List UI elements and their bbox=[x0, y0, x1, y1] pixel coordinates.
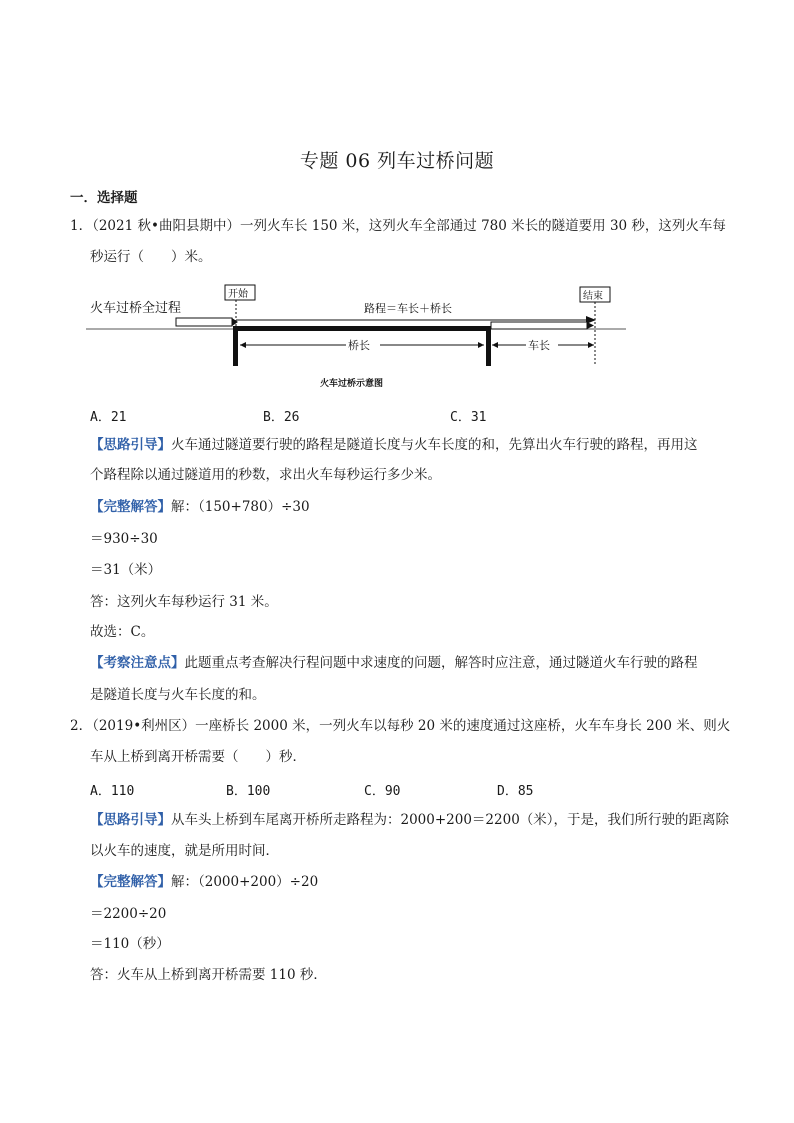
q2-option-a: A．110 bbox=[90, 784, 135, 799]
q2-option-b: B．100 bbox=[226, 784, 271, 799]
section-heading: 一．选择题 bbox=[70, 190, 138, 206]
train-start bbox=[176, 318, 232, 326]
q2-answer-tag: 【完整解答】 bbox=[90, 874, 171, 890]
diagram-label-whole: 火车过桥全过程 bbox=[90, 301, 182, 316]
q1-hint-line2: 个路程除以通过隧道用的秒数，求出火车每秒运行多少米。 bbox=[90, 467, 441, 483]
q2-option-d: D．85 bbox=[497, 784, 534, 799]
diagram-route-label: 路程＝车长＋桥长 bbox=[364, 302, 452, 315]
q1-text-line1: 1．（2021 秋•曲阳县期中）一列火车长 150 米，这列火车全部通过 780 米长的隧道要用 30 秒，这列火车每 bbox=[70, 218, 726, 234]
q2-hint-tag: 【思路引导】 bbox=[90, 812, 171, 828]
q1-hint-line1 bbox=[90, 436, 698, 454]
q1-answer-line2: ＝930÷30 bbox=[90, 531, 158, 547]
q1-text-line2: 秒运行（ ）米。 bbox=[90, 249, 212, 265]
q2-hint-line2: 以火车的速度，就是所用时间． bbox=[90, 843, 279, 859]
q1-answer-text1: 解：（150+780）÷30 bbox=[171, 499, 310, 515]
q2-text-line1: 2．（2019•利州区）一座桥长 2000 米，一列火车以每秒 20 米的速度通过这座桥，火车车身长 200 米、则火 bbox=[70, 718, 731, 734]
q1-note-text1: 此题重点考查解决行程问题中求速度的问题，解答时应注意，通过隧道火车行驶的路程 bbox=[184, 655, 698, 671]
q1-answer-line4: 答：这列火车每秒运行 31 米。 bbox=[90, 594, 278, 610]
q1-hint-tag: 【思路引导】 bbox=[90, 437, 171, 453]
bridge-arrow-left bbox=[240, 342, 246, 348]
q1-answer-line1 bbox=[90, 498, 310, 516]
q2-answer-line2: ＝2200÷20 bbox=[90, 906, 167, 922]
q1-option-c: C．31 bbox=[450, 410, 487, 425]
q1-answer-tag: 【完整解答】 bbox=[90, 499, 171, 515]
q1-option-a: A．21 bbox=[90, 410, 127, 425]
q1-option-b: B．26 bbox=[263, 410, 300, 425]
diagram-start-label: 开始 bbox=[228, 289, 248, 300]
diagram-end-label: 结束 bbox=[583, 291, 603, 302]
q1-hint-text1: 火车通过隧道要行驶的路程是隧道长度与火车长度的和，先算出火车行驶的路程，再用这 bbox=[171, 437, 698, 453]
bridge-deck bbox=[234, 326, 490, 331]
q1-note-line2: 是隧道长度与火车长度的和。 bbox=[90, 687, 266, 703]
bridge-pier-right bbox=[486, 326, 491, 366]
train-end-head bbox=[587, 322, 594, 329]
page-title: 专题 06 列车过桥问题 bbox=[299, 150, 495, 172]
q2-answer-text1: 解：（2000+200）÷20 bbox=[171, 874, 319, 890]
q2-answer-line4: 答：火车从上桥到离开桥需要 110 秒． bbox=[90, 967, 327, 983]
q1-note-tag: 【考察注意点】 bbox=[90, 655, 185, 671]
bridge-pier-left bbox=[233, 326, 238, 366]
q2-hint-line1 bbox=[90, 811, 729, 829]
car-arrow-left bbox=[492, 342, 498, 348]
q1-answer-line5: 故选：C。 bbox=[90, 624, 155, 640]
train-end bbox=[491, 322, 587, 329]
q1-note-line1 bbox=[90, 654, 698, 672]
q2-answer-line3: ＝110（秒） bbox=[90, 936, 170, 952]
train-start-head bbox=[232, 318, 238, 326]
diagram-car-label: 车长 bbox=[528, 339, 550, 352]
q2-answer-line1 bbox=[90, 873, 318, 891]
q2-hint-text1: 从车头上桥到车尾离开桥所走路程为：2000+200＝2200（米），于是，我们所行驶的距离除 bbox=[171, 812, 730, 828]
bridge-arrow-right bbox=[478, 342, 484, 348]
train-bridge-diagram bbox=[86, 282, 634, 392]
q1-answer-line3: ＝31（米） bbox=[90, 562, 162, 578]
diagram-bridge-label: 桥长 bbox=[348, 339, 370, 352]
car-arrow-right bbox=[588, 342, 594, 348]
q2-text-line2: 车从上桥到离开桥需要（ ）秒． bbox=[90, 749, 306, 765]
diagram-caption: 火车过桥示意图 bbox=[320, 379, 384, 389]
q2-option-c: C．90 bbox=[364, 784, 401, 799]
